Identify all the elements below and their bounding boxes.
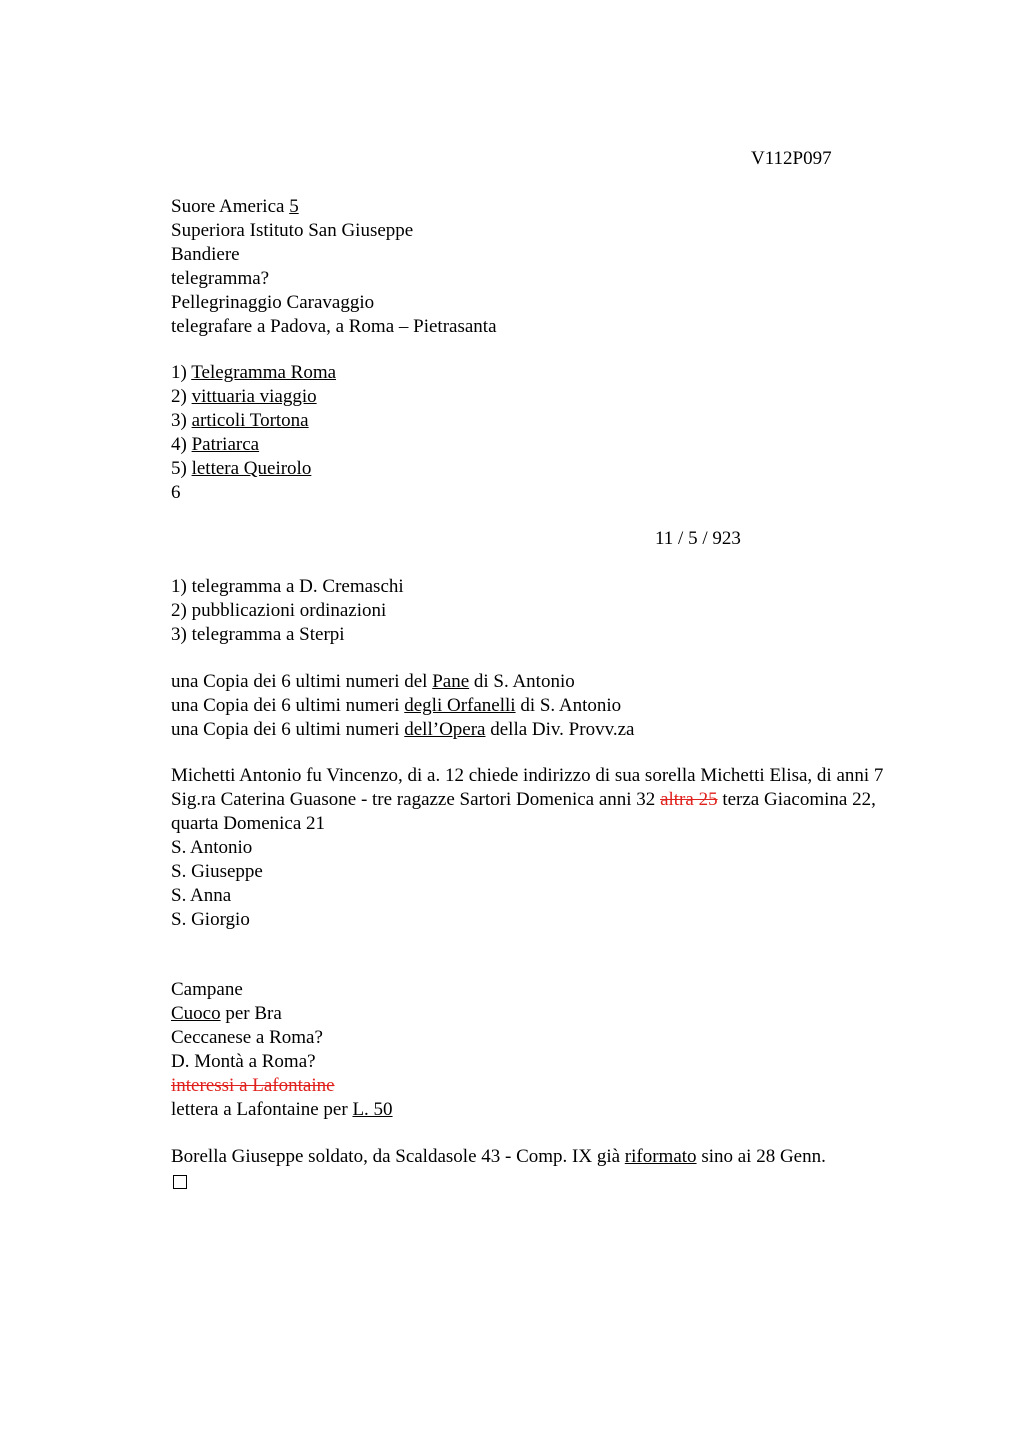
misc-notes <box>171 978 911 1122</box>
note-line: telegramma? <box>171 268 270 289</box>
note-line: Superiora Istituto San Giuseppe <box>171 220 414 241</box>
saint-item: S. Giuseppe <box>171 861 263 882</box>
guasone-note: Sig.ra Caterina Guasone - tre ragazze Sartori Domenica anni 32 altra 25 terza Giacomina 22, quarta Domenica 21 <box>171 789 876 834</box>
copies-list <box>171 670 911 742</box>
note-line: telegrafare a Padova, a Roma – Pietrasanta <box>171 316 497 337</box>
list-item: 5) lettera Queirolo <box>171 458 312 479</box>
note-line: Bandiere <box>171 244 240 265</box>
borella-note <box>171 1145 911 1196</box>
note-line: Ceccanese a Roma? <box>171 1027 323 1048</box>
copy-line: una Copia dei 6 ultimi numeri del Pane di S. Antonio <box>171 671 575 692</box>
list-item: 6 <box>171 482 181 503</box>
list-item: 4) Patriarca <box>171 434 260 455</box>
list-item: 2) pubblicazioni ordinazioni <box>171 600 387 621</box>
persons-notes <box>171 764 911 932</box>
note-line: Borella Giuseppe soldato, da Scaldasole 43 - Comp. IX già riformato sino ai 28 Genn. <box>171 1146 826 1167</box>
saint-item: S. Antonio <box>171 837 253 858</box>
document-id: V112P097 <box>751 148 832 169</box>
header-notes <box>171 195 911 339</box>
checkbox-icon <box>173 1175 187 1189</box>
list-item: 1) telegramma a D. Cremaschi <box>171 576 404 597</box>
deleted-text: interessi a Lafontaine <box>171 1075 335 1096</box>
list-item: 1) Telegramma Roma <box>171 362 337 383</box>
michetti-note: Michetti Antonio fu Vincenzo, di a. 12 chiede indirizzo di sua sorella Michetti Elisa, di anni 7 <box>171 765 884 786</box>
list-item: 3) articoli Tortona <box>171 410 309 431</box>
task-list-2 <box>171 575 911 647</box>
task-list-1 <box>171 361 911 505</box>
note-line: Campane <box>171 979 243 1000</box>
list-item: 2) vittuaria viaggio <box>171 386 317 407</box>
note-line: lettera a Lafontaine per L. 50 <box>171 1099 393 1120</box>
deleted-text: altra 25 <box>660 789 718 810</box>
copy-line: una Copia dei 6 ultimi numeri dell’Opera della Div. Provv.za <box>171 719 635 740</box>
saint-item: S. Giorgio <box>171 909 250 930</box>
note-line: D. Montà a Roma? <box>171 1051 316 1072</box>
note-line: Suore America 5 <box>171 196 299 217</box>
note-line: Cuoco per Bra <box>171 1003 282 1024</box>
entry-date: 11 / 5 / 923 <box>655 528 741 549</box>
note-line: Pellegrinaggio Caravaggio <box>171 292 375 313</box>
saint-item: S. Anna <box>171 885 232 906</box>
list-item: 3) telegramma a Sterpi <box>171 624 345 645</box>
copy-line: una Copia dei 6 ultimi numeri degli Orfanelli di S. Antonio <box>171 695 622 716</box>
